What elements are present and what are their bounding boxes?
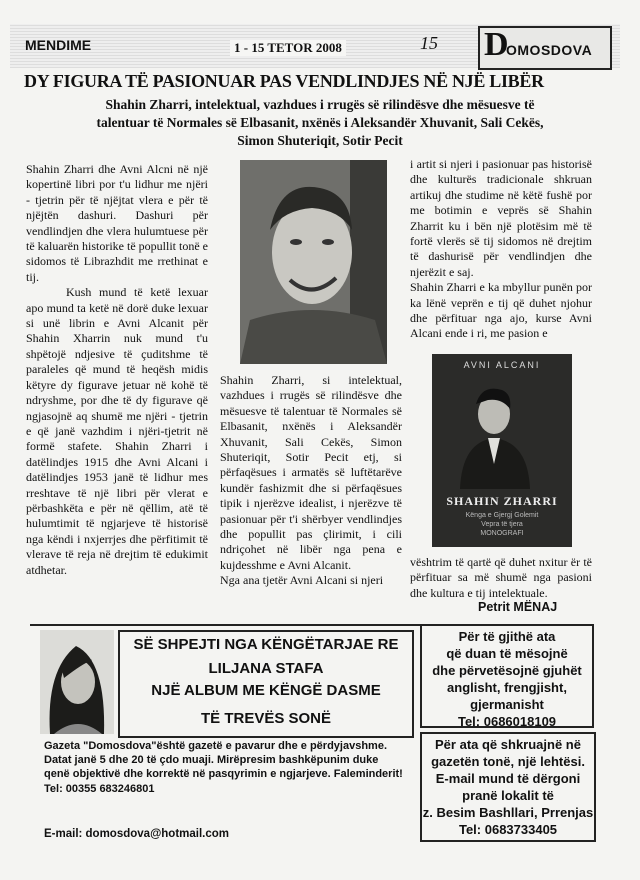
singer-photo — [40, 630, 114, 734]
book-subtitle-line: Vepra të tjera — [481, 521, 523, 528]
issue-date: 1 - 15 TETOR 2008 — [230, 40, 346, 56]
paragraph: Kush mund të ketë lexuar apo mund ta ketë në dorë duke lexuar si unë librin e Avni Alcanit për Shahin Xharrin nuk mund t'u shpëtojë ndjesive të çuditshme të paraleles që mund të heqësh midis këtyre dy figurave jetuar në kohë të ndryshme, por dhe të dy figurave që ngjasojnë aq shumë me njëri - tjetrin e që janë vazhdim i njëri-tjetrit në formë stafete. Shahin Zharri i datëlindjes 1915 dhe Avni Alcani i datëlindjes 1953 janë të lidhur mes rreshtave të një libri për vlerat e përbashkëta e për në qëllim, atë të hulumtimit të ngjarjeve të historisë nga këndi i nxjerrjes dhe përfitimit të vlerave të reja në drejtim të edukimit atdhetar. — [26, 285, 208, 577]
paragraph: Shahin Zharri dhe Avni Alcni në një kopertinë libri por t'u lidhur me njëri - tjetrin për të njëjtat vlera e për të njëjtën dashuri. Dashuri për vendlindjen dhe vlera hulumtuese për të kaluarën historike të popullit tonë e sidomos të Librazhdit me rrethinat e tij. — [26, 162, 208, 284]
article-column-3-end — [410, 555, 592, 601]
book-subtitle-line: MONOGRAFI — [480, 530, 524, 537]
newspaper-info — [44, 739, 406, 796]
portrait-photo — [240, 160, 387, 364]
paragraph: i artit si njeri i pasionuar pas historisë dhe kulturës tradicionale shkruan artikuj dhe studime në këtë fushë por me botimin e veprës së Shahin Zharrit ku i bën një plotësim më të fortë vlerës së tij sidomos në drejtim të dashurisë për vendlindjen dhe njerëzit e saj. — [410, 157, 592, 279]
info-tel: Tel: 00355 683246801 — [44, 782, 155, 795]
paragraph: Nga ana tjetër Avni Alcani si njeri — [220, 573, 384, 588]
ad-line: gjermanisht — [470, 697, 544, 712]
book-subtitle — [432, 511, 572, 538]
ad-line: E-mail mund të dërgoni — [435, 771, 581, 786]
paragraph: Shahin Zharri, si intelektual, vazhdues i rrugës së rilindësve dhe mësuesve të talentuar të Normales së Elbasanit, nxënës i Aleksandër Xhuvanit, Sali Cekës, Simon Shuteriqit, Sotir Pecit etj, si përfaqësues i armatës së luftëtarëve kundër fashizmit dhe si përfaqësues tipik i njerëzve idealist, i njerëzve të pasionuar për t'i shërbyer vendlindjes dhe popullit pas çlirimit, i cili ndriçohet në libër nga pena e kujdesshme e Avni Alcanit. — [220, 373, 402, 572]
ad-tel: Tel: 0686018109 — [457, 714, 557, 729]
newspaper-logo — [478, 26, 612, 70]
info-email: E-mail: domosdova@hotmail.com — [44, 828, 230, 840]
subtitle-line: Simon Shuteriqit, Sotir Pecit — [237, 133, 403, 148]
logo-rest: OMOSDOVA — [506, 42, 593, 58]
subtitle-line: talentuar të Normales së Elbasanit, nxënës i Aleksandër Xhuvanit, Sali Cekës, — [96, 115, 544, 130]
ad-tel: Tel: 0683733405 — [458, 822, 558, 837]
article-column-2 — [220, 373, 402, 589]
announcement-line: SË SHPEJTI NGA KËNGËTARJAE RE — [133, 636, 399, 653]
announcement-line: LILJANA STAFA — [208, 660, 324, 677]
book-subtitle-line: Kënga e Gjergj Golemit — [465, 512, 539, 519]
ad-line: anglisht, frengjisht, — [447, 680, 567, 695]
announcement-line: NJË ALBUM ME KËNGË DASME — [151, 682, 381, 699]
ad-line: Për të gjithë ata — [458, 629, 556, 644]
article-author: Petrit MËNAJ — [478, 600, 558, 614]
language-course-ad — [420, 624, 594, 728]
book-cover — [432, 354, 572, 547]
subtitle-line: Shahin Zharri, intelektual, vazhdues i rrugës së rilindësve dhe mësuesve të — [105, 97, 535, 112]
article-column-1 — [26, 162, 208, 578]
ad-line: pranë lokalit të — [462, 788, 554, 803]
page-number: 15 — [420, 33, 438, 53]
section-label: MENDIME — [25, 37, 92, 53]
paragraph: Shahin Zharri e ka mbyllur punën por ka lënë veprën e tij që duhet njohur dhe përfituar nga ajo, kurse Avni Alcani ende i ri, me pasion e — [410, 280, 592, 341]
ad-line: gazetën tonë, një lehtësi. — [431, 754, 585, 769]
album-announcement — [118, 630, 414, 738]
paragraph: vështrim të qartë që duhet nxitur ër të përfituar sa më shumë nga pasioni dhe kultura e tij intelektuale. — [410, 555, 592, 600]
ad-line: që duan të mësojnë — [446, 646, 568, 661]
book-author: AVNI ALCANI — [463, 360, 541, 370]
writer-notice — [420, 732, 596, 842]
book-title: SHAHIN ZHARRI — [446, 494, 558, 508]
article-subtitle — [40, 96, 600, 150]
info-text: Gazeta "Domosdova"është gazetë e pavarur dhe e përdyjavshme. Datat janë 5 dhe 20 të çdo muaji. Mirëpresim bashkëpunim duke qenë objektivë dhe korrektë në pasqyrimin e ngjarjeve. Faleminderit! — [44, 740, 403, 781]
ad-line: Për ata që shkruajnë në — [435, 737, 581, 752]
ad-line: dhe përvetësojnë gjuhët — [432, 663, 582, 678]
article-column-3 — [410, 157, 592, 342]
article-headline: DY FIGURA TË PASIONUAR PAS VENDLINDJES NË NJË LIBËR — [24, 71, 544, 91]
logo-initial: D — [484, 26, 509, 63]
ad-line: z. Besim Bashllari, Prrenjas — [422, 805, 594, 820]
announcement-line: TË TREVËS SONË — [200, 710, 332, 727]
